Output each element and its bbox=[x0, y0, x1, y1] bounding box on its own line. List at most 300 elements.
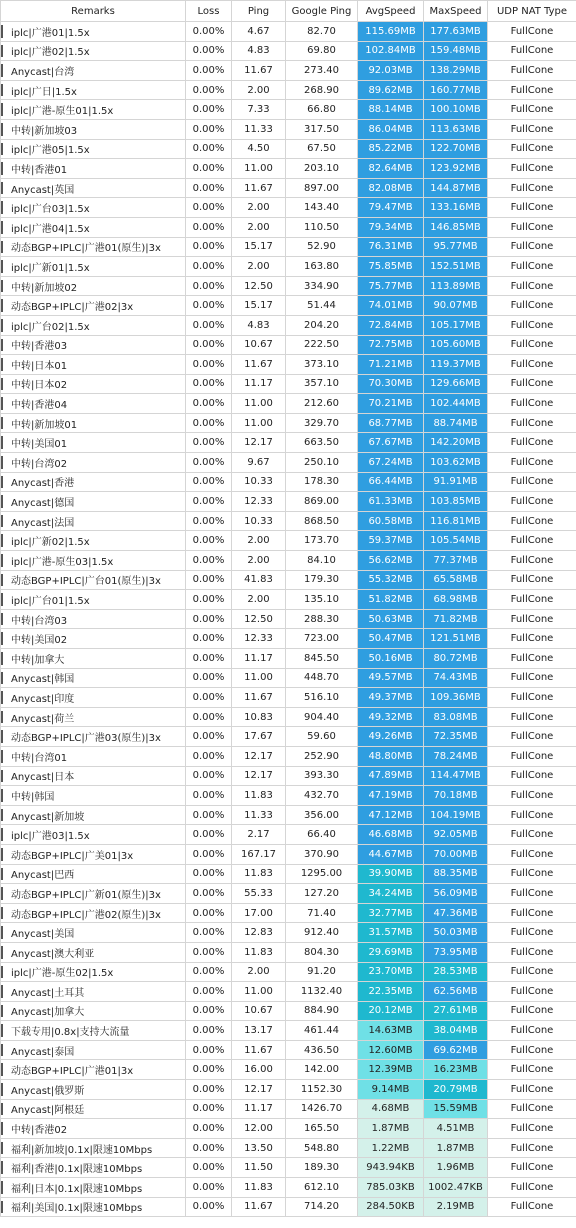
cell-ping: 167.17 bbox=[232, 844, 286, 864]
cell-udp-nat-type: FullCone bbox=[488, 178, 576, 198]
cell-max-speed: 69.62MB bbox=[424, 1040, 488, 1060]
cell-loss: 0.00% bbox=[186, 315, 232, 335]
cell-remarks: 中转|香港04 bbox=[1, 394, 186, 414]
cell-max-speed: 20.79MB bbox=[424, 1080, 488, 1100]
cell-ping: 15.17 bbox=[232, 296, 286, 316]
cell-google-ping: 179.30 bbox=[286, 570, 358, 590]
cell-remarks: iplc|广港-原生01|1.5x bbox=[1, 100, 186, 120]
cell-avg-speed: 49.32MB bbox=[358, 707, 424, 727]
cell-ping: 11.67 bbox=[232, 1040, 286, 1060]
cell-loss: 0.00% bbox=[186, 472, 232, 492]
cell-loss: 0.00% bbox=[186, 746, 232, 766]
cell-google-ping: 869.00 bbox=[286, 492, 358, 512]
cell-ping: 15.17 bbox=[232, 237, 286, 257]
table-row bbox=[1, 22, 576, 42]
header-google-ping: Google Ping bbox=[286, 1, 358, 22]
cell-remarks: iplc|广港05|1.5x bbox=[1, 139, 186, 159]
cell-udp-nat-type: FullCone bbox=[488, 864, 576, 884]
table-row bbox=[1, 335, 576, 355]
cell-max-speed: 65.58MB bbox=[424, 570, 488, 590]
cell-max-speed: 80.72MB bbox=[424, 649, 488, 669]
cell-remarks: Anycast|泰国 bbox=[1, 1040, 186, 1060]
cell-avg-speed: 79.47MB bbox=[358, 198, 424, 218]
cell-loss: 0.00% bbox=[186, 707, 232, 727]
cell-udp-nat-type: FullCone bbox=[488, 374, 576, 394]
table-row bbox=[1, 257, 576, 277]
cell-udp-nat-type: FullCone bbox=[488, 315, 576, 335]
cell-ping: 4.67 bbox=[232, 22, 286, 42]
table-row bbox=[1, 217, 576, 237]
cell-google-ping: 250.10 bbox=[286, 453, 358, 473]
cell-loss: 0.00% bbox=[186, 296, 232, 316]
cell-udp-nat-type: FullCone bbox=[488, 609, 576, 629]
cell-avg-speed: 61.33MB bbox=[358, 492, 424, 512]
cell-google-ping: 868.50 bbox=[286, 511, 358, 531]
cell-remarks: 福利|日本|0.1x|限速10Mbps bbox=[1, 1178, 186, 1198]
cell-udp-nat-type: FullCone bbox=[488, 41, 576, 61]
cell-max-speed: 160.77MB bbox=[424, 80, 488, 100]
cell-loss: 0.00% bbox=[186, 1158, 232, 1178]
cell-udp-nat-type: FullCone bbox=[488, 707, 576, 727]
cell-udp-nat-type: FullCone bbox=[488, 355, 576, 375]
cell-max-speed: 50.03MB bbox=[424, 923, 488, 943]
cell-loss: 0.00% bbox=[186, 551, 232, 571]
cell-remarks: Anycast|台湾 bbox=[1, 61, 186, 81]
cell-remarks: Anycast|阿根廷 bbox=[1, 1099, 186, 1119]
cell-max-speed: 123.92MB bbox=[424, 159, 488, 179]
cell-remarks: Anycast|澳大利亚 bbox=[1, 942, 186, 962]
cell-remarks: Anycast|加拿大 bbox=[1, 1001, 186, 1021]
cell-udp-nat-type: FullCone bbox=[488, 1021, 576, 1041]
cell-udp-nat-type: FullCone bbox=[488, 551, 576, 571]
cell-google-ping: 1426.70 bbox=[286, 1099, 358, 1119]
table-row bbox=[1, 237, 576, 257]
cell-max-speed: 105.60MB bbox=[424, 335, 488, 355]
cell-udp-nat-type: FullCone bbox=[488, 727, 576, 747]
table-row bbox=[1, 1178, 576, 1198]
cell-avg-speed: 1.22MB bbox=[358, 1138, 424, 1158]
cell-google-ping: 1152.30 bbox=[286, 1080, 358, 1100]
cell-avg-speed: 86.04MB bbox=[358, 119, 424, 139]
cell-ping: 11.50 bbox=[232, 1158, 286, 1178]
cell-ping: 12.50 bbox=[232, 276, 286, 296]
cell-udp-nat-type: FullCone bbox=[488, 217, 576, 237]
cell-max-speed: 152.51MB bbox=[424, 257, 488, 277]
cell-udp-nat-type: FullCone bbox=[488, 668, 576, 688]
cell-ping: 11.83 bbox=[232, 786, 286, 806]
table-row bbox=[1, 198, 576, 218]
cell-remarks: 中转|日本02 bbox=[1, 374, 186, 394]
cell-ping: 11.00 bbox=[232, 413, 286, 433]
cell-max-speed: 103.85MB bbox=[424, 492, 488, 512]
cell-avg-speed: 75.85MB bbox=[358, 257, 424, 277]
cell-remarks: 动态BGP+IPLC|广台01(原生)|3x bbox=[1, 570, 186, 590]
cell-avg-speed: 82.64MB bbox=[358, 159, 424, 179]
cell-avg-speed: 79.34MB bbox=[358, 217, 424, 237]
cell-loss: 0.00% bbox=[186, 1138, 232, 1158]
cell-google-ping: 110.50 bbox=[286, 217, 358, 237]
cell-google-ping: 912.40 bbox=[286, 923, 358, 943]
cell-udp-nat-type: FullCone bbox=[488, 511, 576, 531]
cell-avg-speed: 50.16MB bbox=[358, 649, 424, 669]
cell-google-ping: 204.20 bbox=[286, 315, 358, 335]
cell-avg-speed: 48.80MB bbox=[358, 746, 424, 766]
cell-loss: 0.00% bbox=[186, 119, 232, 139]
cell-google-ping: 51.44 bbox=[286, 296, 358, 316]
cell-udp-nat-type: FullCone bbox=[488, 80, 576, 100]
cell-ping: 11.17 bbox=[232, 649, 286, 669]
table-row bbox=[1, 923, 576, 943]
cell-avg-speed: 14.63MB bbox=[358, 1021, 424, 1041]
cell-remarks: iplc|广台03|1.5x bbox=[1, 198, 186, 218]
header-remarks: Remarks bbox=[1, 1, 186, 22]
cell-remarks: iplc|广台02|1.5x bbox=[1, 315, 186, 335]
cell-google-ping: 143.40 bbox=[286, 198, 358, 218]
cell-avg-speed: 12.60MB bbox=[358, 1040, 424, 1060]
cell-max-speed: 73.95MB bbox=[424, 942, 488, 962]
cell-avg-speed: 55.32MB bbox=[358, 570, 424, 590]
cell-ping: 2.00 bbox=[232, 551, 286, 571]
cell-loss: 0.00% bbox=[186, 100, 232, 120]
cell-avg-speed: 70.21MB bbox=[358, 394, 424, 414]
table-row bbox=[1, 727, 576, 747]
cell-max-speed: 103.62MB bbox=[424, 453, 488, 473]
cell-loss: 0.00% bbox=[186, 198, 232, 218]
cell-loss: 0.00% bbox=[186, 805, 232, 825]
cell-max-speed: 159.48MB bbox=[424, 41, 488, 61]
cell-remarks: iplc|广港03|1.5x bbox=[1, 825, 186, 845]
cell-remarks: Anycast|美国 bbox=[1, 923, 186, 943]
table-row bbox=[1, 453, 576, 473]
cell-loss: 0.00% bbox=[186, 178, 232, 198]
header-loss: Loss bbox=[186, 1, 232, 22]
cell-max-speed: 56.09MB bbox=[424, 884, 488, 904]
cell-remarks: iplc|广日|1.5x bbox=[1, 80, 186, 100]
cell-max-speed: 88.74MB bbox=[424, 413, 488, 433]
table-row bbox=[1, 982, 576, 1002]
cell-google-ping: 884.90 bbox=[286, 1001, 358, 1021]
cell-udp-nat-type: FullCone bbox=[488, 237, 576, 257]
cell-max-speed: 74.43MB bbox=[424, 668, 488, 688]
cell-remarks: Anycast|俄罗斯 bbox=[1, 1080, 186, 1100]
cell-loss: 0.00% bbox=[186, 1197, 232, 1217]
cell-remarks: Anycast|印度 bbox=[1, 688, 186, 708]
cell-loss: 0.00% bbox=[186, 1060, 232, 1080]
cell-avg-speed: 71.21MB bbox=[358, 355, 424, 375]
cell-remarks: Anycast|香港 bbox=[1, 472, 186, 492]
cell-google-ping: 203.10 bbox=[286, 159, 358, 179]
cell-loss: 0.00% bbox=[186, 453, 232, 473]
cell-avg-speed: 82.08MB bbox=[358, 178, 424, 198]
table-row bbox=[1, 590, 576, 610]
cell-udp-nat-type: FullCone bbox=[488, 1138, 576, 1158]
cell-avg-speed: 92.03MB bbox=[358, 61, 424, 81]
cell-ping: 11.00 bbox=[232, 394, 286, 414]
cell-avg-speed: 68.77MB bbox=[358, 413, 424, 433]
cell-google-ping: 904.40 bbox=[286, 707, 358, 727]
cell-ping: 11.00 bbox=[232, 159, 286, 179]
cell-remarks: iplc|广港-原生02|1.5x bbox=[1, 962, 186, 982]
cell-google-ping: 461.44 bbox=[286, 1021, 358, 1041]
cell-google-ping: 69.80 bbox=[286, 41, 358, 61]
cell-remarks: iplc|广新01|1.5x bbox=[1, 257, 186, 277]
cell-max-speed: 47.36MB bbox=[424, 903, 488, 923]
cell-max-speed: 142.20MB bbox=[424, 433, 488, 453]
cell-max-speed: 116.81MB bbox=[424, 511, 488, 531]
cell-max-speed: 38.04MB bbox=[424, 1021, 488, 1041]
cell-max-speed: 144.87MB bbox=[424, 178, 488, 198]
table-row bbox=[1, 1197, 576, 1217]
cell-google-ping: 273.40 bbox=[286, 61, 358, 81]
cell-ping: 13.50 bbox=[232, 1138, 286, 1158]
cell-ping: 12.33 bbox=[232, 629, 286, 649]
cell-avg-speed: 72.84MB bbox=[358, 315, 424, 335]
header-avg-speed: AvgSpeed bbox=[358, 1, 424, 22]
cell-avg-speed: 47.89MB bbox=[358, 766, 424, 786]
table-row bbox=[1, 746, 576, 766]
cell-loss: 0.00% bbox=[186, 61, 232, 81]
cell-udp-nat-type: FullCone bbox=[488, 119, 576, 139]
cell-max-speed: 4.51MB bbox=[424, 1119, 488, 1139]
cell-udp-nat-type: FullCone bbox=[488, 139, 576, 159]
cell-max-speed: 78.24MB bbox=[424, 746, 488, 766]
cell-ping: 11.67 bbox=[232, 355, 286, 375]
cell-udp-nat-type: FullCone bbox=[488, 296, 576, 316]
cell-loss: 0.00% bbox=[186, 1178, 232, 1198]
table-row bbox=[1, 139, 576, 159]
cell-remarks: Anycast|新加坡 bbox=[1, 805, 186, 825]
cell-loss: 0.00% bbox=[186, 394, 232, 414]
cell-loss: 0.00% bbox=[186, 903, 232, 923]
cell-avg-speed: 49.37MB bbox=[358, 688, 424, 708]
cell-google-ping: 329.70 bbox=[286, 413, 358, 433]
cell-ping: 12.83 bbox=[232, 923, 286, 943]
table-row bbox=[1, 315, 576, 335]
cell-avg-speed: 44.67MB bbox=[358, 844, 424, 864]
table-row bbox=[1, 1099, 576, 1119]
header-ping: Ping bbox=[232, 1, 286, 22]
cell-google-ping: 52.90 bbox=[286, 237, 358, 257]
cell-ping: 2.00 bbox=[232, 257, 286, 277]
cell-ping: 10.83 bbox=[232, 707, 286, 727]
cell-ping: 2.00 bbox=[232, 590, 286, 610]
cell-max-speed: 129.66MB bbox=[424, 374, 488, 394]
cell-remarks: 中转|韩国 bbox=[1, 786, 186, 806]
cell-google-ping: 317.50 bbox=[286, 119, 358, 139]
cell-avg-speed: 89.62MB bbox=[358, 80, 424, 100]
table-row bbox=[1, 884, 576, 904]
cell-loss: 0.00% bbox=[186, 511, 232, 531]
cell-loss: 0.00% bbox=[186, 237, 232, 257]
cell-loss: 0.00% bbox=[186, 844, 232, 864]
cell-remarks: iplc|广港02|1.5x bbox=[1, 41, 186, 61]
cell-avg-speed: 4.68MB bbox=[358, 1099, 424, 1119]
cell-ping: 12.00 bbox=[232, 1119, 286, 1139]
cell-udp-nat-type: FullCone bbox=[488, 453, 576, 473]
cell-loss: 0.00% bbox=[186, 531, 232, 551]
cell-udp-nat-type: FullCone bbox=[488, 825, 576, 845]
cell-avg-speed: 67.67MB bbox=[358, 433, 424, 453]
cell-ping: 11.67 bbox=[232, 688, 286, 708]
cell-remarks: 动态BGP+IPLC|广港02(原生)|3x bbox=[1, 903, 186, 923]
cell-udp-nat-type: FullCone bbox=[488, 1178, 576, 1198]
table-row bbox=[1, 531, 576, 551]
cell-remarks: Anycast|韩国 bbox=[1, 668, 186, 688]
cell-google-ping: 67.50 bbox=[286, 139, 358, 159]
cell-max-speed: 121.51MB bbox=[424, 629, 488, 649]
cell-loss: 0.00% bbox=[186, 825, 232, 845]
table-row bbox=[1, 492, 576, 512]
table-row bbox=[1, 1080, 576, 1100]
table-row bbox=[1, 100, 576, 120]
cell-avg-speed: 34.24MB bbox=[358, 884, 424, 904]
cell-google-ping: 66.80 bbox=[286, 100, 358, 120]
cell-max-speed: 16.23MB bbox=[424, 1060, 488, 1080]
table-row bbox=[1, 61, 576, 81]
cell-avg-speed: 76.31MB bbox=[358, 237, 424, 257]
table-row bbox=[1, 707, 576, 727]
table-row bbox=[1, 472, 576, 492]
cell-google-ping: 165.50 bbox=[286, 1119, 358, 1139]
cell-ping: 13.17 bbox=[232, 1021, 286, 1041]
cell-remarks: 中转|香港02 bbox=[1, 1119, 186, 1139]
cell-remarks: 福利|新加坡|0.1x|限速10Mbps bbox=[1, 1138, 186, 1158]
cell-ping: 12.33 bbox=[232, 492, 286, 512]
table-row bbox=[1, 551, 576, 571]
cell-max-speed: 119.37MB bbox=[424, 355, 488, 375]
cell-udp-nat-type: FullCone bbox=[488, 942, 576, 962]
cell-google-ping: 448.70 bbox=[286, 668, 358, 688]
cell-remarks: Anycast|土耳其 bbox=[1, 982, 186, 1002]
cell-avg-speed: 39.90MB bbox=[358, 864, 424, 884]
table-row bbox=[1, 844, 576, 864]
cell-google-ping: 212.60 bbox=[286, 394, 358, 414]
cell-remarks: 中转|新加坡03 bbox=[1, 119, 186, 139]
cell-ping: 11.83 bbox=[232, 1178, 286, 1198]
cell-google-ping: 84.10 bbox=[286, 551, 358, 571]
cell-loss: 0.00% bbox=[186, 923, 232, 943]
cell-max-speed: 105.17MB bbox=[424, 315, 488, 335]
cell-udp-nat-type: FullCone bbox=[488, 1040, 576, 1060]
cell-max-speed: 114.47MB bbox=[424, 766, 488, 786]
cell-avg-speed: 46.68MB bbox=[358, 825, 424, 845]
header-udp-nat-type: UDP NAT Type bbox=[488, 1, 576, 22]
table-row bbox=[1, 159, 576, 179]
cell-ping: 9.67 bbox=[232, 453, 286, 473]
cell-avg-speed: 9.14MB bbox=[358, 1080, 424, 1100]
table-row bbox=[1, 1001, 576, 1021]
cell-loss: 0.00% bbox=[186, 22, 232, 42]
cell-avg-speed: 70.30MB bbox=[358, 374, 424, 394]
cell-max-speed: 146.85MB bbox=[424, 217, 488, 237]
cell-google-ping: 268.90 bbox=[286, 80, 358, 100]
cell-ping: 11.67 bbox=[232, 178, 286, 198]
cell-ping: 11.00 bbox=[232, 668, 286, 688]
cell-ping: 11.67 bbox=[232, 61, 286, 81]
cell-google-ping: 723.00 bbox=[286, 629, 358, 649]
table-row bbox=[1, 1021, 576, 1041]
table-row bbox=[1, 433, 576, 453]
table-row bbox=[1, 864, 576, 884]
cell-google-ping: 370.90 bbox=[286, 844, 358, 864]
cell-max-speed: 177.63MB bbox=[424, 22, 488, 42]
cell-max-speed: 90.07MB bbox=[424, 296, 488, 316]
cell-ping: 12.17 bbox=[232, 1080, 286, 1100]
cell-google-ping: 189.30 bbox=[286, 1158, 358, 1178]
cell-ping: 55.33 bbox=[232, 884, 286, 904]
cell-avg-speed: 102.84MB bbox=[358, 41, 424, 61]
cell-loss: 0.00% bbox=[186, 139, 232, 159]
cell-remarks: iplc|广台01|1.5x bbox=[1, 590, 186, 610]
table-row bbox=[1, 394, 576, 414]
cell-avg-speed: 85.22MB bbox=[358, 139, 424, 159]
cell-udp-nat-type: FullCone bbox=[488, 982, 576, 1002]
cell-max-speed: 104.19MB bbox=[424, 805, 488, 825]
cell-google-ping: 714.20 bbox=[286, 1197, 358, 1217]
cell-avg-speed: 20.12MB bbox=[358, 1001, 424, 1021]
cell-avg-speed: 75.77MB bbox=[358, 276, 424, 296]
cell-remarks: iplc|广港-原生03|1.5x bbox=[1, 551, 186, 571]
cell-remarks: 中转|台湾02 bbox=[1, 453, 186, 473]
cell-ping: 12.50 bbox=[232, 609, 286, 629]
cell-remarks: 福利|香港|0.1x|限速10Mbps bbox=[1, 1158, 186, 1178]
cell-google-ping: 163.80 bbox=[286, 257, 358, 277]
cell-google-ping: 82.70 bbox=[286, 22, 358, 42]
table-body bbox=[1, 22, 576, 1217]
cell-google-ping: 135.10 bbox=[286, 590, 358, 610]
cell-remarks: 中转|加拿大 bbox=[1, 649, 186, 669]
cell-avg-speed: 59.37MB bbox=[358, 531, 424, 551]
cell-max-speed: 138.29MB bbox=[424, 61, 488, 81]
cell-google-ping: 66.40 bbox=[286, 825, 358, 845]
cell-ping: 11.33 bbox=[232, 805, 286, 825]
cell-max-speed: 28.53MB bbox=[424, 962, 488, 982]
cell-ping: 11.67 bbox=[232, 1197, 286, 1217]
table-row bbox=[1, 1158, 576, 1178]
cell-ping: 2.00 bbox=[232, 217, 286, 237]
cell-max-speed: 70.18MB bbox=[424, 786, 488, 806]
cell-remarks: Anycast|日本 bbox=[1, 766, 186, 786]
cell-google-ping: 548.80 bbox=[286, 1138, 358, 1158]
cell-loss: 0.00% bbox=[186, 766, 232, 786]
table-row bbox=[1, 805, 576, 825]
cell-remarks: 动态BGP+IPLC|广港01|3x bbox=[1, 1060, 186, 1080]
cell-udp-nat-type: FullCone bbox=[488, 1080, 576, 1100]
cell-max-speed: 133.16MB bbox=[424, 198, 488, 218]
cell-remarks: Anycast|德国 bbox=[1, 492, 186, 512]
cell-udp-nat-type: FullCone bbox=[488, 590, 576, 610]
cell-max-speed: 2.19MB bbox=[424, 1197, 488, 1217]
table-row bbox=[1, 766, 576, 786]
cell-remarks: 动态BGP+IPLC|广美01|3x bbox=[1, 844, 186, 864]
cell-udp-nat-type: FullCone bbox=[488, 805, 576, 825]
cell-remarks: 中转|香港01 bbox=[1, 159, 186, 179]
cell-google-ping: 222.50 bbox=[286, 335, 358, 355]
cell-avg-speed: 12.39MB bbox=[358, 1060, 424, 1080]
cell-avg-speed: 47.19MB bbox=[358, 786, 424, 806]
cell-avg-speed: 66.44MB bbox=[358, 472, 424, 492]
table-row bbox=[1, 629, 576, 649]
cell-loss: 0.00% bbox=[186, 668, 232, 688]
cell-loss: 0.00% bbox=[186, 942, 232, 962]
cell-loss: 0.00% bbox=[186, 413, 232, 433]
cell-loss: 0.00% bbox=[186, 1040, 232, 1060]
cell-remarks: Anycast|巴西 bbox=[1, 864, 186, 884]
cell-udp-nat-type: FullCone bbox=[488, 433, 576, 453]
cell-google-ping: 1132.40 bbox=[286, 982, 358, 1002]
cell-loss: 0.00% bbox=[186, 786, 232, 806]
cell-ping: 17.67 bbox=[232, 727, 286, 747]
